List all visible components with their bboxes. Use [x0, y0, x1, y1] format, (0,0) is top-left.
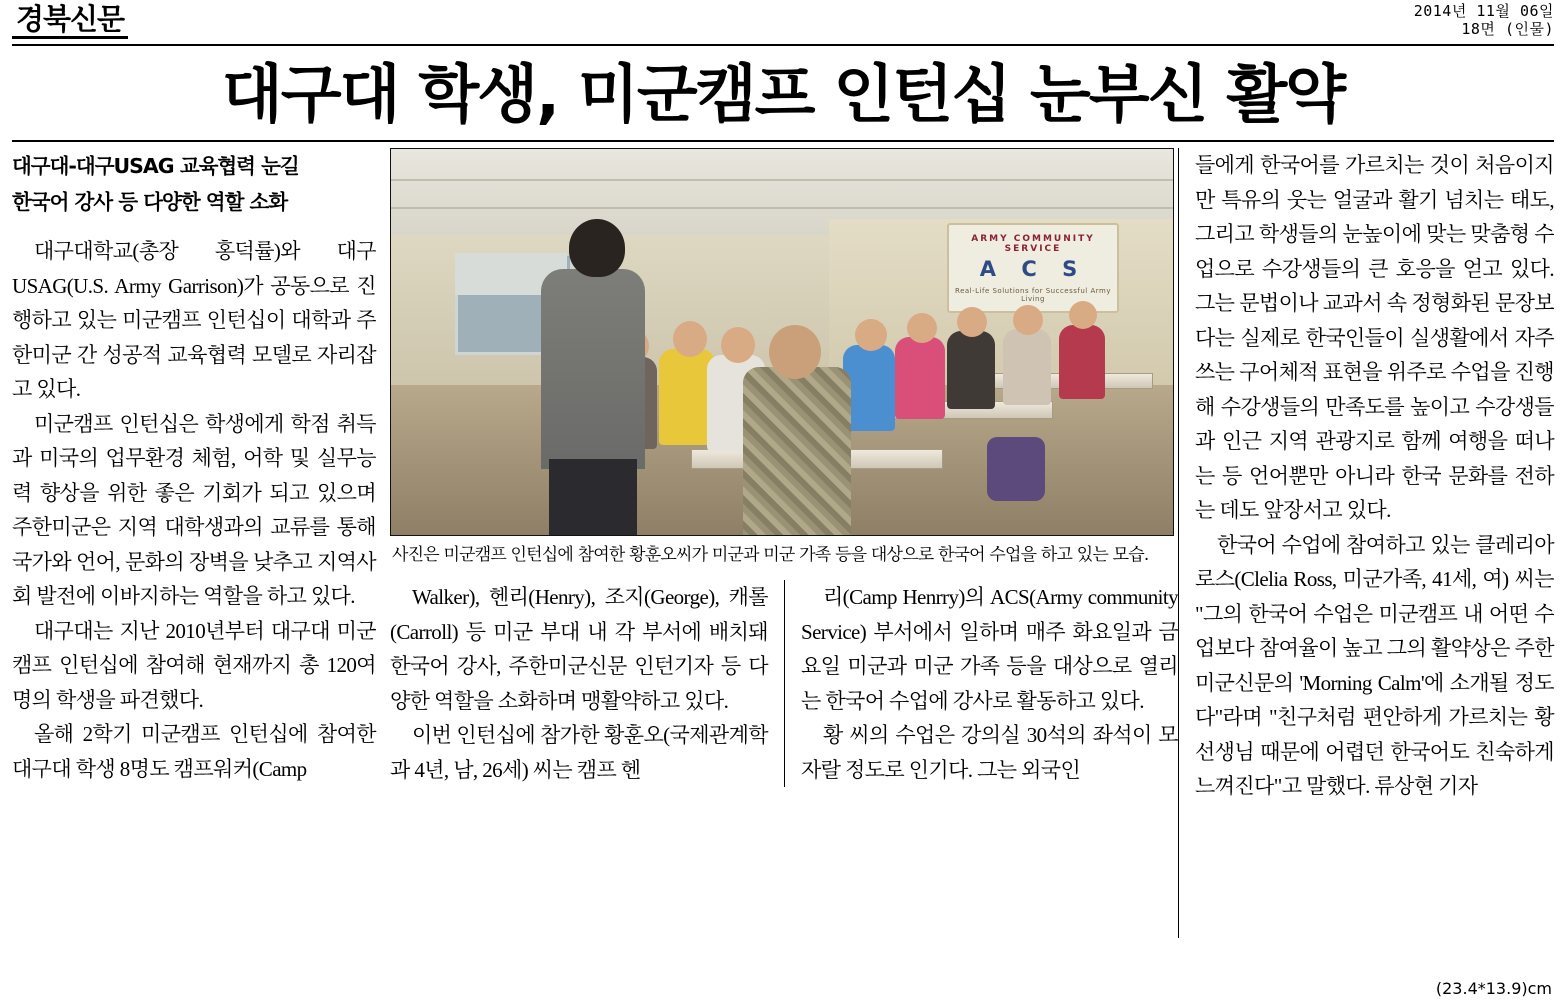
subhead-1: 대구대-대구USAG 교육협력 눈길	[12, 154, 299, 178]
page-title: 대구대 학생, 미군캠프 인턴십 눈부신 활약	[221, 58, 1345, 131]
photo-caption: 사진은 미군캠프 인턴십에 참여한 황훈오씨가 미군과 미군 가족 등을 대상으로 한국어 수업을 하고 있는 모습.	[392, 545, 1149, 565]
photo-instructor-head	[569, 219, 625, 277]
paragraph: 대구대는 지난 2010년부터 대구대 미군캠프 인턴십에 참여해 현재까지 총 120여명의 학생을 파견했다.	[12, 618, 376, 712]
paragraph: 들에게 한국어를 가르치는 것이 처음이지만 특유의 웃는 얼굴과 활기 넘치는 태도, 그리고 학생들의 눈높이에 맞는 맞춤형 수업으로 수강생들의 큰 호응을 얻고 있다. 그는 문법이나 교과서 속 정형화된 문장보다는 실제로 한국인들이 실생활에서 자주 쓰는 구어체적 표현을 위주로 수업을 진행해 수강생들의 만족도를 높이고 수강생들과 인근 지역 관광지로 함께 여행을 떠나는 등 언어뿐만 아니라 한국 문화를 전하는 데도 앞장서고 있다.	[1195, 153, 1554, 522]
issue-info	[1414, 0, 1554, 38]
photo-instructor	[541, 269, 645, 469]
acs-banner	[947, 223, 1119, 313]
issue-date: 2014년 11월 06일	[1413, 2, 1554, 20]
acs-banner-main: A C S	[979, 257, 1087, 281]
masthead	[12, 0, 1554, 42]
classroom-photo	[390, 148, 1174, 536]
paragraph: 올해 2학기 미군캠프 인턴십에 참여한 대구대 학생 8명도 캠프워커(Camp	[12, 722, 376, 781]
photo-student-head	[957, 307, 987, 337]
print-size-note: (23.4*13.9)cm	[1435, 979, 1552, 998]
photo-student	[947, 331, 995, 409]
photo-ceiling-line	[391, 207, 1173, 209]
photo-student-head	[673, 321, 707, 357]
paragraph: 미군캠프 인턴십은 학생에게 학점 취득과 미국의 업무환경 체험, 어학 및 실무능력 향상을 위한 좋은 기회가 되고 있으며 주한미군은 지역 대학생과의 교류를 통해 국가와 언어, 문화의 장벽을 낮추고 지역사회 발전에 이바지하는 역할을 하고 있다.	[12, 411, 376, 608]
column-right	[1178, 148, 1554, 938]
photo-student-head	[1069, 301, 1097, 329]
acs-banner-sub: Real-Life Solutions for Successful Army Living	[955, 287, 1111, 303]
photo-student-head	[1013, 305, 1043, 335]
paragraph: 대구대학교(총장 홍덕률)와 대구USAG(U.S. Army Garrison)가 공동으로 진행하고 있는 미군캠프 인턴십이 대학과 주한미군 간 성공적 교육협력 모델로 자리잡고 있다.	[12, 239, 376, 401]
paragraph: Walker), 헨리(Henry), 조지(George), 캐롤(Carroll) 등 미군 부대 내 각 부서에 배치돼 한국어 강사, 주한미군신문 인턴기자 등 다양한 역할을 소화하며 맹활약하고 있다.	[390, 585, 768, 713]
column-middle-left	[390, 580, 784, 787]
acs-banner-top: ARMY COMMUNITY SERVICE	[971, 234, 1095, 254]
photo-block	[390, 148, 1178, 568]
photo-ceiling-line	[391, 179, 1173, 181]
column-middle	[390, 148, 1178, 938]
subhead-2: 한국어 강사 등 다양한 역할 소화	[12, 190, 288, 214]
column-middle-right	[784, 580, 1178, 787]
photo-student-head	[855, 319, 887, 351]
paragraph: 황 씨의 수업은 강의실 30석의 좌석이 모자랄 정도로 인기다. 그는 외국인	[801, 723, 1178, 782]
photo-instructor-legs	[549, 459, 637, 536]
paragraph: 이번 인턴십에 참가한 황훈오(국제관계학과 4년, 남, 26세) 씨는 캠프 헨	[390, 723, 768, 782]
paragraph: 리(Camp Henrry)의 ACS(Army community Service) 부서에서 일하며 매주 화요일과 금요일 미군과 미군 가족 등을 대상으로 열리는 한국어 수업에 강사로 활동하고 있다.	[801, 585, 1178, 713]
photo-student	[1059, 325, 1105, 399]
paper-name: 경북신문	[12, 0, 128, 39]
photo-student-head	[721, 327, 755, 363]
issue-page: 18면 (인물)	[1461, 20, 1554, 38]
column-left	[12, 148, 390, 938]
photo-student-head	[907, 313, 937, 343]
article-body	[12, 148, 1554, 938]
photo-soldier	[743, 367, 851, 536]
photo-soldier-head	[769, 325, 821, 379]
photo-backpack	[987, 437, 1045, 501]
paragraph: 한국어 수업에 참여하고 있는 클레리아 로스(Clelia Ross, 미군가족, 41세, 여) 씨는 "그의 한국어 수업은 미군캠프 내 어떤 수업보다 참여율이 높고 그의 활약상은 주한미군신문의 'Morning Calm'에 소개될 정도다"라며 "친구처럼 편안하게 가르치는 황 선생님 때문에 어렵던 한국어도 친숙하게 느껴진다"고 말했다. 류상현 기자	[1195, 532, 1554, 798]
middle-subcolumns	[390, 580, 1178, 787]
photo-student	[895, 337, 945, 419]
photo-student	[1003, 329, 1051, 405]
subhead-group	[12, 148, 376, 220]
headline-rule	[12, 140, 1554, 142]
